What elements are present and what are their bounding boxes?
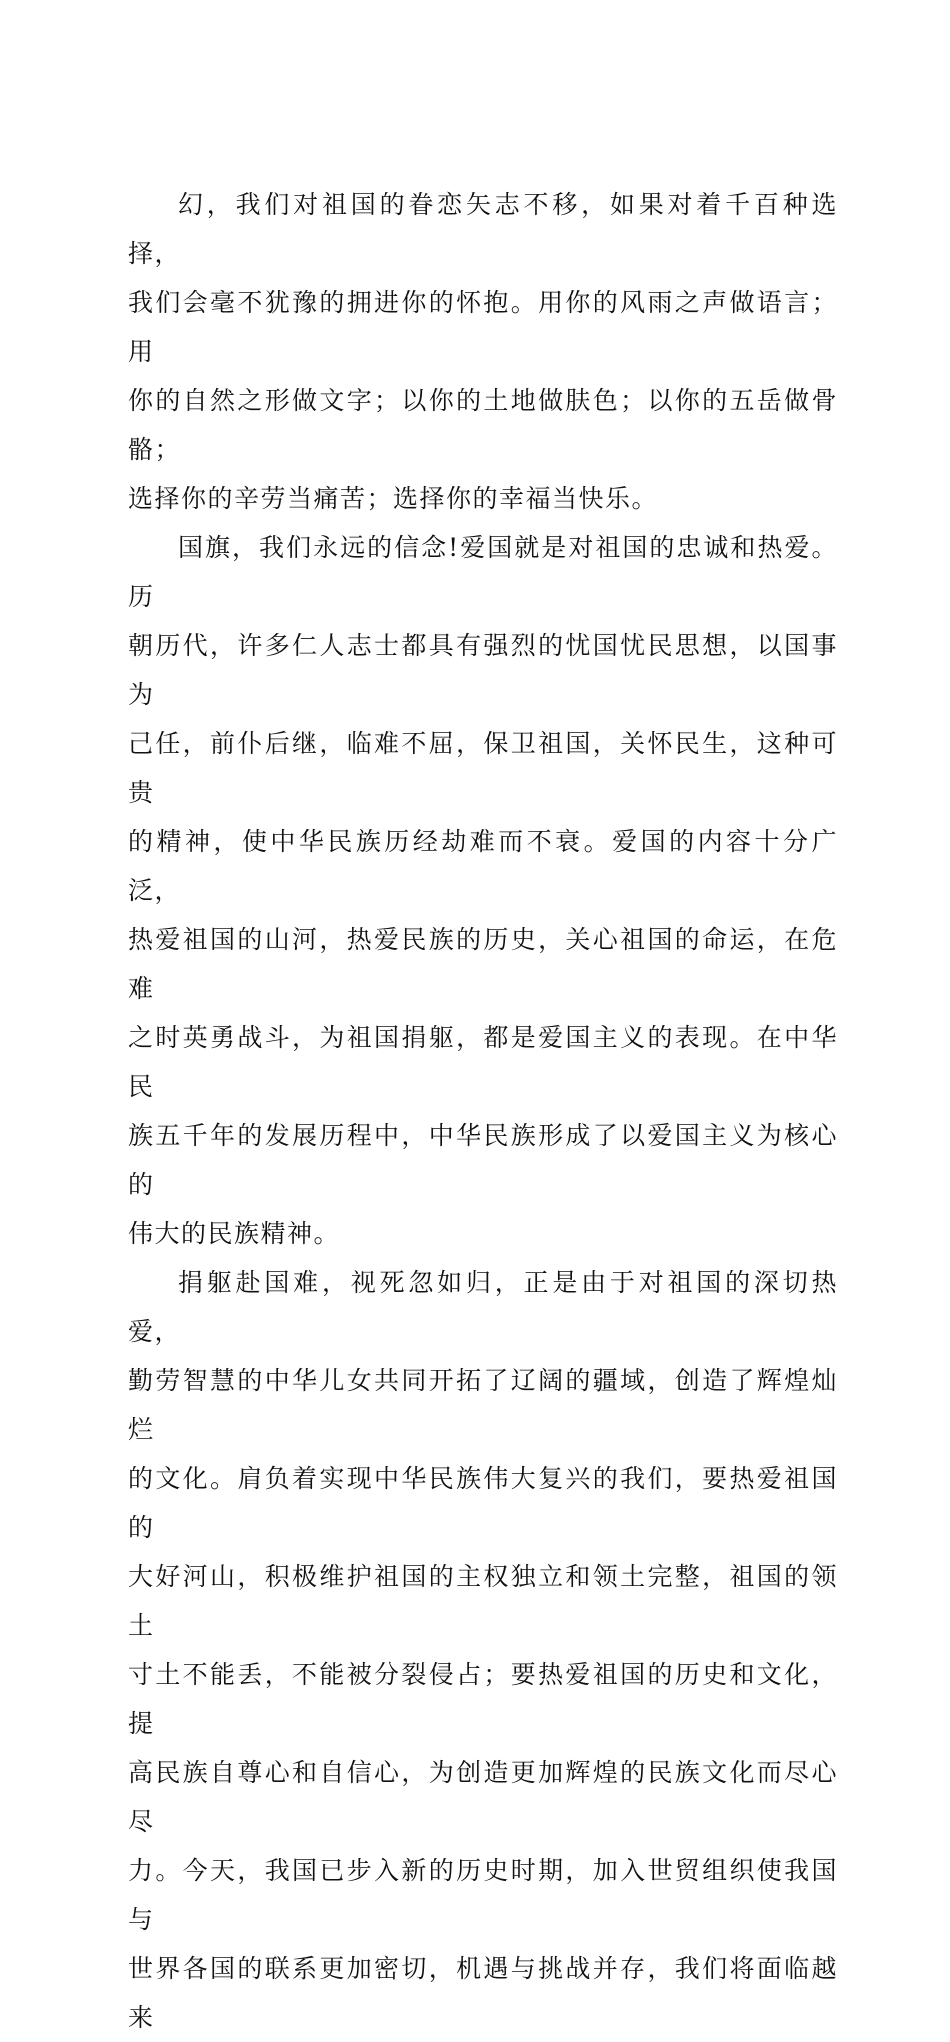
paragraph-3: 捐躯赴国难，视死忽如归，正是由于对祖国的深切热爱， 勤劳智慧的中华儿女共同开拓了辽阔的疆域，创造了辉煌灿烂 的文化。肩负着实现中华民族伟大复兴的我们，要热爱祖国的 大好河山，积极维护祖国的主权独立和领土完整，祖国的领土 寸土不能丢，不能被分裂侵占；要热爱祖国的历史和文化，提 高民族自尊心和自信心，为创造更加辉煌的民族文化而尽心尽 力。今天，我国已步入新的历史时期，加入世贸组织使我国与 世界各国的联系更加密切，机遇与挑战并存，我们将面临越来 <box>128 1268 838 2032</box>
paragraph-2: 国旗，我们永远的信念!爱国就是对祖国的忠诚和热爱。历 朝历代，许多仁人志士都具有强烈的忧国忧民思想，以国事为 己任，前仆后继，临难不屈，保卫祖国，关怀民生，这种可贵 的精神，使中华民族历经劫难而不衰。爱国的内容十分广泛， 热爱祖国的山河，热爱民族的历史，关心祖国的命运，在危难 之时英勇战斗，为祖国捐躯，都是爱国主义的表现。在中华民 族五千年的发展历程中，中华民族形成了以爱国主义为核心的 伟大的民族精神。 <box>128 533 838 1248</box>
paragraph-1: 幻，我们对祖国的眷恋矢志不移，如果对着千百种选择， 我们会毫不犹豫的拥进你的怀抱。用你的风雨之声做语言；用 你的自然之形做文字；以你的土地做肤色；以你的五岳做骨骼； 选择你的辛劳当痛苦；选择你的幸福当快乐。 <box>128 190 838 513</box>
document-body <box>128 180 838 2042</box>
